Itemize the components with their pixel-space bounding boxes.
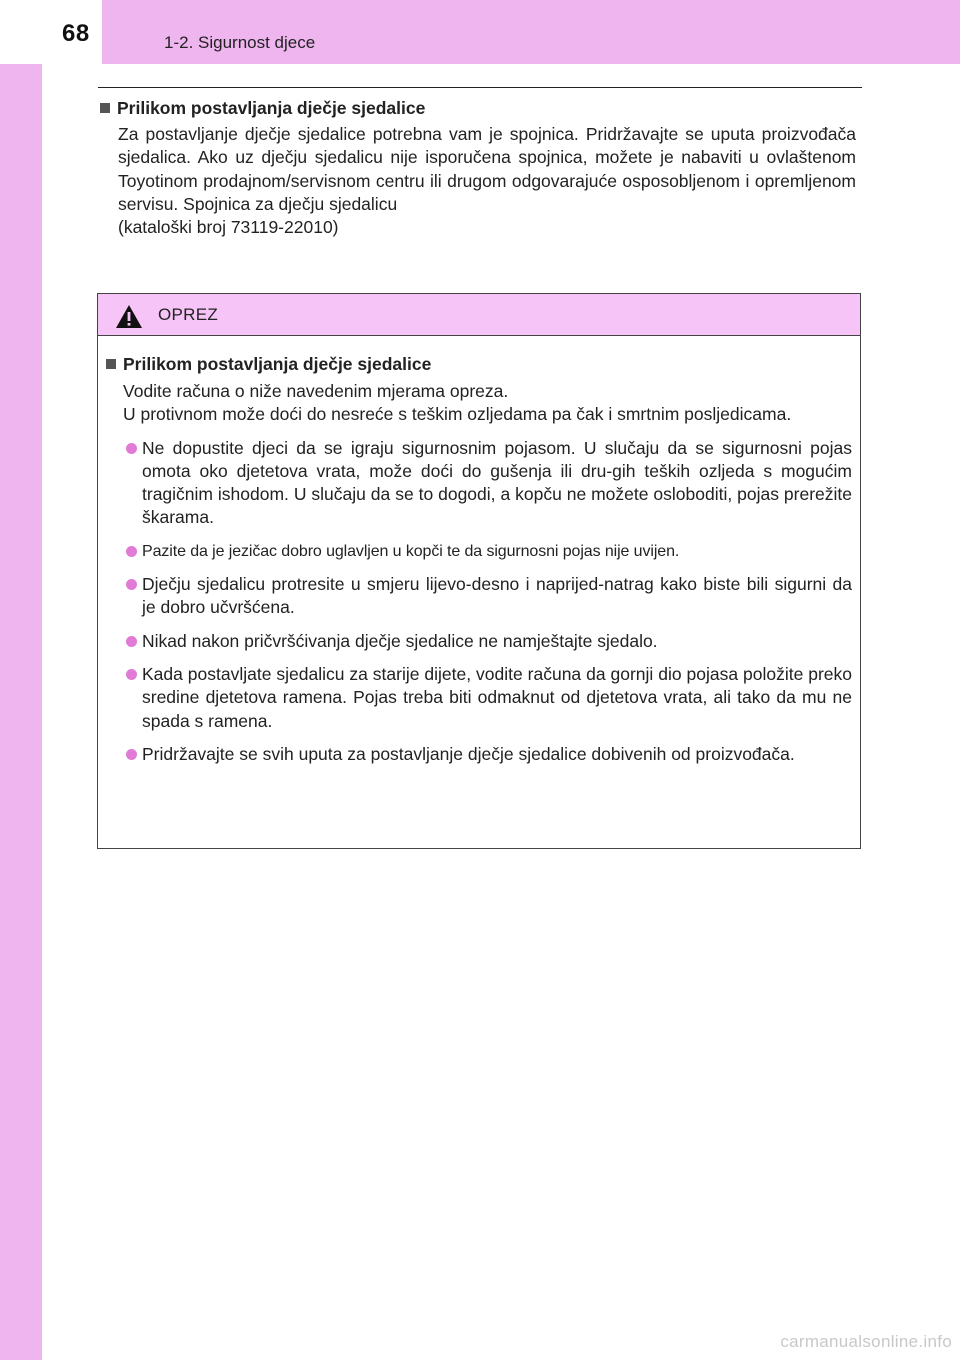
intro-heading: [100, 97, 856, 119]
caution-header: [98, 294, 860, 336]
caution-intro: [123, 380, 852, 427]
bullet-dot-icon: [126, 669, 137, 680]
caution-intro-line: Vodite računa o niže navedenim mjerama opreza.: [123, 381, 509, 401]
list-item: [106, 630, 852, 653]
list-item: [106, 437, 852, 530]
caution-box: [97, 293, 861, 849]
bullet-dot-icon: [126, 636, 137, 647]
watermark: carmanualsonline.info: [780, 1332, 952, 1351]
bullet-dot-icon: [126, 579, 137, 590]
list-item-text: Pridržavajte se svih uputa za postavljanje dječje sjedalice dobivenih od proizvođača.: [142, 743, 795, 764]
side-color-band: [0, 0, 42, 1360]
list-item-text: Dječju sjedalicu protresite u smjeru lijevo-desno i naprijed-natrag kako biste bili sigurni da je dobro učvršćena.: [142, 574, 852, 618]
page-number-box: [0, 0, 102, 64]
intro-section: [100, 97, 856, 239]
header-rule: [98, 87, 862, 88]
list-item: [106, 540, 852, 563]
caution-list: [106, 437, 852, 767]
intro-heading-text: Prilikom postavljanja dječje sjedalice: [117, 98, 426, 118]
part-number: (kataloški broj 73119-22010): [118, 217, 339, 238]
bullet-dot-icon: [126, 749, 137, 760]
caution-body: [98, 336, 860, 766]
list-item-text: Ne dopustite djeci da se igraju sigurnosnim pojasom. U slučaju da se sigurnosni pojas omota oko djetetova vrata, može doći do gušenja ili dru-gih teških ozljeda s mogućim tragičnim ishodom. U slučaju da se to dogodi, a kopču ne možete osloboditi, pojas prerežite škarama.: [142, 437, 852, 528]
intro-paragraph: [118, 123, 856, 239]
list-item: [106, 663, 852, 733]
square-bullet-icon: [106, 359, 116, 369]
top-color-band: [42, 0, 960, 64]
caution-heading: [106, 353, 852, 375]
page-number: 68: [62, 20, 90, 47]
square-bullet-icon: [100, 103, 110, 113]
warning-triangle-icon: [115, 304, 143, 329]
list-item: [106, 573, 852, 620]
list-item-text: Nikad nakon pričvršćivanja dječje sjedalice ne namještajte sjedalo.: [142, 630, 658, 651]
bullet-dot-icon: [126, 443, 137, 454]
caution-intro-line: U protivnom može doći do nesreće s teškim ozljedama pa čak i smrtnim posljedicama.: [123, 404, 792, 425]
section-label: 1-2. Sigurnost djece: [164, 33, 316, 52]
caution-title: OPREZ: [158, 305, 219, 324]
bullet-dot-icon: [126, 546, 137, 557]
caution-heading-text: Prilikom postavljanja dječje sjedalice: [123, 354, 432, 374]
list-item: [106, 743, 852, 766]
list-item-text: Pazite da je jezičac dobro uglavljen u kopči te da sigurnosni pojas nije uvijen.: [142, 542, 680, 560]
list-item-text: Kada postavljate sjedalicu za starije dijete, vodite računa da gornji dio pojasa položite preko sredine djetetova ramena. Pojas treba biti odmaknut od djetetova vrata, ali tako da mu ne spada s ramena.: [142, 663, 852, 731]
intro-paragraph-text: Za postavljanje dječje sjedalice potrebna vam je spojnica. Pridržavajte se uputa proizvođača sjedalica. Ako uz dječju sjedalicu nije isporučena spojnica, možete je nabaviti u ovlaštenom Toyotinom prodajnom/servisnom centru ili drugom odgovarajuće osposobljenom i opremljenom servisu. Spojnica za dječju sjedalicu: [118, 124, 856, 214]
